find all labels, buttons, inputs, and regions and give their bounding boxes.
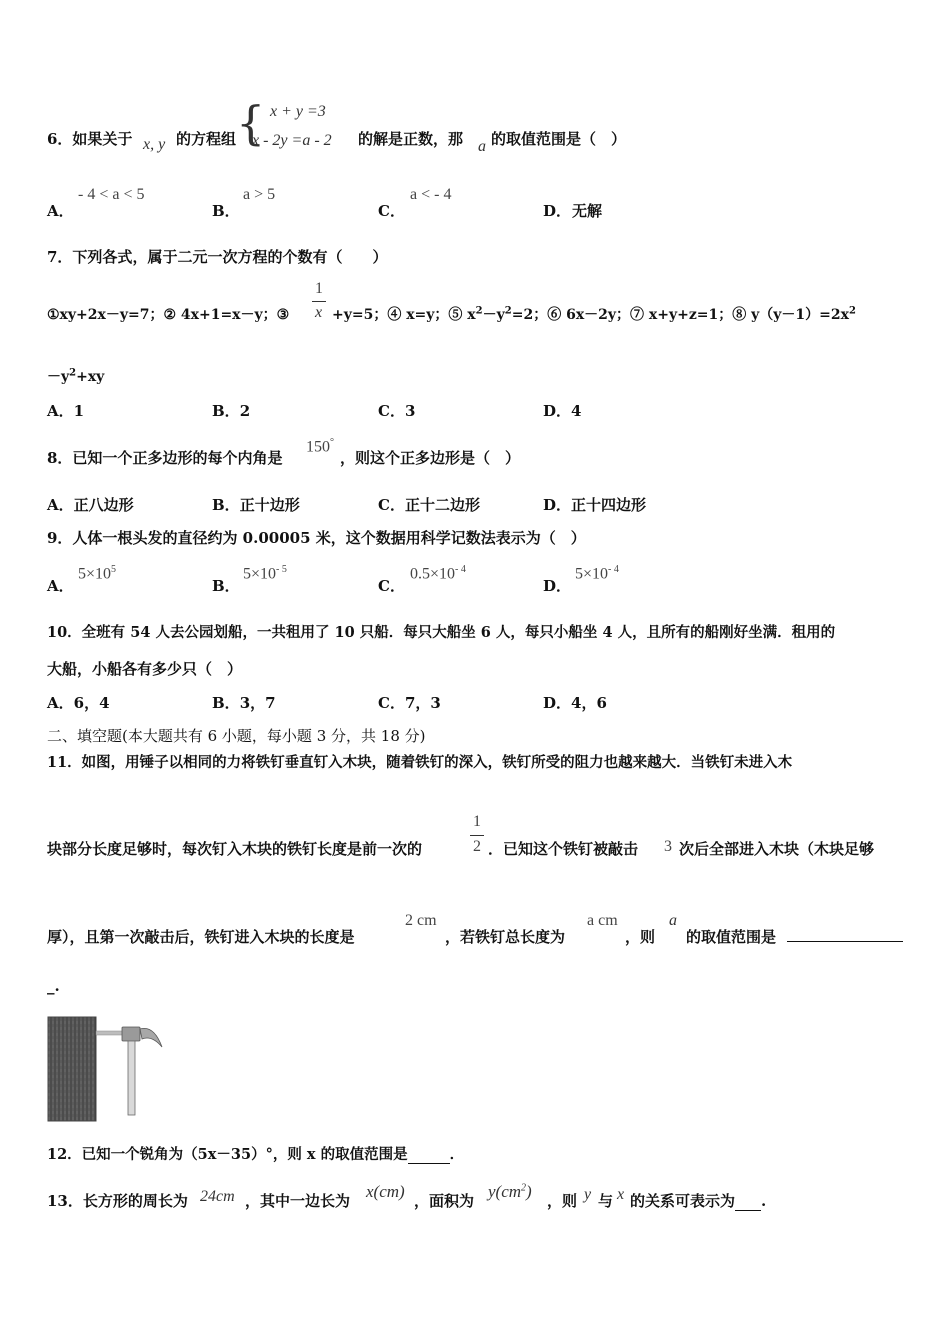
q10-option-d: D．4，6	[543, 694, 607, 712]
hammer-nail-figure	[46, 1015, 166, 1123]
q7-items-part2	[332, 304, 856, 324]
q11-line2-end: 次后全部进入木块（木块足够	[679, 840, 875, 858]
q8-option-d: D．正十四边形	[543, 496, 647, 514]
q9-option-b-label: B．	[212, 577, 240, 595]
q13-stem-area: ，面积为	[414, 1192, 475, 1210]
q11-length: 2 cm	[405, 912, 437, 929]
q13-stem-start: 13．长方形的周长为	[47, 1192, 188, 1210]
q10-line2: 大船，小船各有多少只（ ）	[47, 660, 243, 678]
q7-option-b: B．2	[212, 402, 251, 420]
q9-option-a-label: A．	[47, 577, 74, 595]
q7-frac-line	[312, 301, 326, 302]
q9-option-c-value: $0.5\times 10^{- 4}$	[410, 564, 466, 583]
q10-line1: 10．全班有 54 人去公园划船，一共租用了 10 只船．每只大船坐 6 人，每只小船坐 4 人，且所有的船刚好坐满．租用的	[47, 624, 836, 641]
q7-option-d: D．4	[543, 402, 582, 420]
q11-answer-blank[interactable]	[787, 941, 903, 942]
q6-equation-2: x - 2y =a - 2	[252, 132, 332, 149]
q7-line2-a: －y	[47, 369, 70, 385]
q11-frac-den: 2	[473, 838, 481, 855]
q6-option-a-value: - 4 < a < 5	[78, 186, 145, 203]
q12-stem: 12．已知一个锐角为（5x－35）°，则 x 的取值范围是 ．	[47, 1146, 465, 1163]
q7-line2-b: +xy	[76, 369, 105, 385]
q7-items-part1: ①xy+2x－y=7；② 4x+1=x－y；③	[47, 307, 290, 323]
q6-vars: x, y	[143, 136, 166, 153]
q7-frac-den: x	[315, 304, 323, 321]
q9-option-d-label: D．	[543, 577, 572, 595]
q11-line3-mid: ，若铁钉总长度为	[445, 928, 566, 946]
hammer-icon	[46, 1015, 166, 1123]
q6-equation-1: x + y =3	[270, 103, 326, 120]
q6-option-b-value: a > 5	[243, 186, 276, 203]
q11-line2-start: 块部分长度足够时，每次钉入木块的铁钉长度是前一次的	[47, 840, 423, 858]
section-2-heading: 二、填空题(本大题共有 6 小题，每小题 3 分，共 18 分)	[47, 727, 426, 745]
q8-option-a: A．正八边形	[47, 496, 134, 514]
q13-stem-then: ，则	[547, 1192, 578, 1210]
q6-stem-end: 的取值范围是（ ）	[491, 130, 627, 148]
q10-option-c: C．7，3	[378, 694, 441, 712]
q13-stem-and: 与	[598, 1192, 614, 1210]
q6-option-c-value: a < - 4	[410, 186, 452, 203]
q6-var-a: a	[478, 138, 486, 155]
q6-stem-cont: 的解是正数，那	[358, 130, 464, 148]
q13-stem-side: ，其中一边长为	[245, 1192, 351, 1210]
q11-line4: _.	[47, 977, 60, 995]
q9-option-a-value: $5\times 10^5$	[78, 564, 117, 583]
q12-answer-blank[interactable]	[408, 1146, 450, 1164]
q6-option-c-label: C．	[378, 202, 405, 220]
q11-line3-end: 的取值范围是	[686, 928, 777, 946]
q9-option-d-value: $5\times 10^{- 4}$	[575, 564, 619, 583]
q6-option-d-label: D．	[543, 202, 572, 220]
q7-items-b: +y=5；④ x=y；⑤ x	[332, 307, 476, 323]
q13-stem-end: 的关系可表示为 .	[630, 1192, 767, 1210]
q8-option-c: C．正十二边形	[378, 496, 480, 514]
q9-stem: 9．人体一根头发的直径约为 0.00005 米，这个数据用科学记数法表示为（ ）	[47, 529, 586, 547]
q7-frac-num: 1	[315, 280, 323, 297]
q8-stem-end: ，则这个正多边形是（ ）	[340, 449, 521, 467]
q7-sup1: 2	[475, 305, 483, 317]
q11-frac-num: 1	[473, 813, 481, 830]
q8-option-b: B．正十边形	[212, 496, 300, 514]
q7-sup2: 2	[504, 305, 512, 317]
q11-line2-mid: ．已知这个铁钉被敲击	[488, 840, 639, 858]
q11-line3-start: 厚），且第一次敲击后，铁钉进入木块的长度是	[47, 928, 355, 946]
q13-var-y: y	[584, 1186, 592, 1203]
q11-line1: 11．如图，用锤子以相同的力将铁钉垂直钉入木块，随着铁钉的深入，铁钉所受的阻力也越来越大．当铁钉未进入木	[47, 754, 793, 771]
q7-items-line2	[47, 366, 104, 386]
q7-option-a: A．1	[47, 402, 85, 420]
q7-option-c: C．3	[378, 402, 416, 420]
q7-sup3: 2	[849, 305, 856, 317]
q13-answer-blank[interactable]	[735, 1192, 761, 1211]
q11-frac-line	[470, 835, 484, 836]
q13-side: x(cm)	[366, 1182, 405, 1201]
q7-items-d: =2；⑥ 6x－2y；⑦ x+y+z=1；⑧ y（y－1）=2x	[511, 307, 849, 323]
q10-option-a: A．6，4	[47, 694, 110, 712]
q11-total: a cm	[587, 912, 618, 929]
q7-items-c: －y	[482, 307, 505, 323]
q6-option-a-label: A．	[47, 202, 74, 220]
q6-option-d-value: 无解	[572, 202, 603, 220]
q10-option-b: B．3，7	[212, 694, 276, 712]
q6-stem-start: 6．如果关于	[47, 130, 133, 148]
q9-option-b-value: $5\times 10^{- 5}$	[243, 564, 287, 583]
q8-stem-start: 8．已知一个正多边形的每个内角是	[47, 449, 283, 467]
q7-sup4: 2	[69, 367, 77, 379]
q11-var-a: a	[669, 912, 677, 929]
q9-option-c-label: C．	[378, 577, 405, 595]
q8-angle: 150°	[306, 437, 334, 456]
q11-line3-then: ，则	[625, 928, 656, 946]
q7-stem: 7．下列各式，属于二元一次方程的个数有（ ）	[47, 248, 388, 266]
q13-perimeter: 24cm	[200, 1188, 235, 1205]
q13-area: $y(cm^2)$	[488, 1182, 532, 1201]
q13-var-x: x	[617, 1186, 625, 1203]
q6-option-b-label: B．	[212, 202, 240, 220]
q11-hits: 3	[664, 838, 672, 855]
q6-brace: {	[236, 96, 266, 150]
q6-stem-mid: 的方程组	[176, 130, 237, 148]
